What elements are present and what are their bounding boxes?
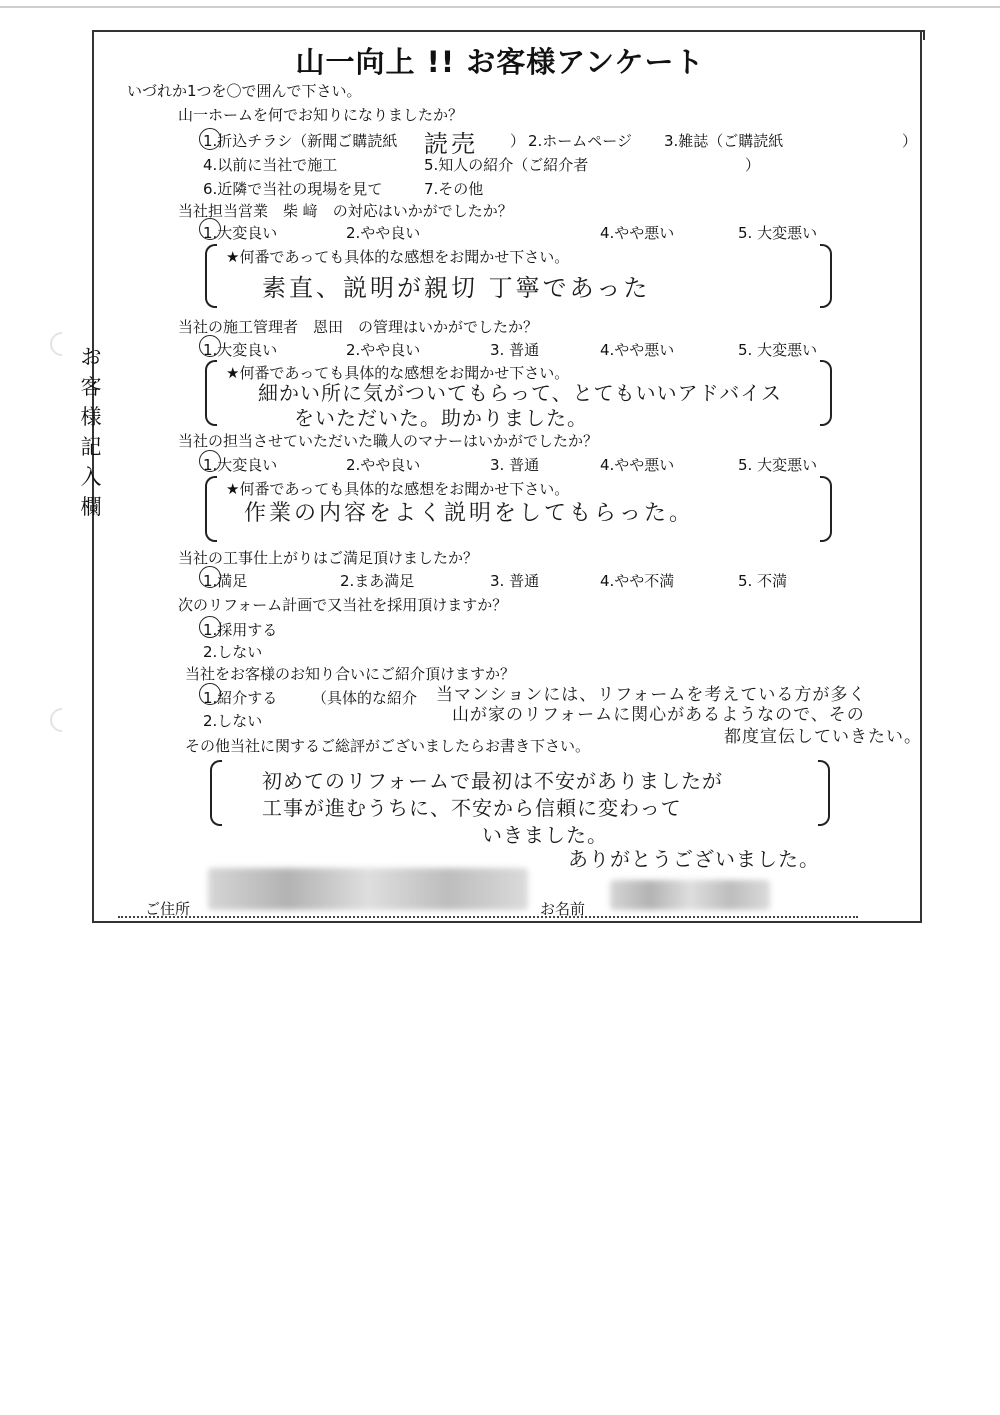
punch-hole-mark <box>45 703 79 737</box>
q3-option-3[interactable]: 3. 普通 <box>490 341 540 359</box>
q1-option-5-close: ） <box>745 156 761 174</box>
q3-prompt: ★何番であっても具体的な感想をお聞かせ下さい。 <box>226 364 570 382</box>
q3-option-2[interactable]: 2.やや良い <box>346 341 421 359</box>
q1-option-6[interactable]: 6.近隣で当社の現場を見て <box>203 180 383 198</box>
q1-option-7[interactable]: 7.その他 <box>424 180 484 198</box>
q8-answer-line-3: いきました。 <box>482 823 608 847</box>
q2-option-2[interactable]: 2.やや良い <box>346 224 421 242</box>
q1-option-5[interactable]: 5.知人の紹介（ご紹介者 <box>424 156 589 174</box>
q2-question: 当社担当営業 柴 﨑 の対応はいかがでしたか？ <box>178 202 513 220</box>
q3-option-5[interactable]: 5. 大変悪い <box>738 341 818 359</box>
q2-comment-answer: 素直、説明が親切 丁寧であった <box>262 274 651 302</box>
instruction: いづれか1つを〇で囲んで下さい。 <box>127 82 362 100</box>
q2-option-4[interactable]: 4.やや悪い <box>600 224 675 242</box>
q2-option-1[interactable]: 1.大変良い <box>203 224 278 242</box>
q4-comment-answer: 作業の内容をよく説明をしてもらった。 <box>244 501 695 526</box>
q1-option-3-close: ） <box>902 132 918 150</box>
redacted-name <box>610 880 770 910</box>
page-title: 山一向上 !! お客様アンケート <box>295 45 705 79</box>
q8-answer-line-4: ありがとうございました。 <box>568 847 820 871</box>
q1-option-1[interactable]: 1.折込チラシ（新聞ご購読紙 <box>203 132 398 150</box>
q3-option-1[interactable]: 1.大変良い <box>203 341 278 359</box>
q6-question: 次のリフォーム計画で又当社を採用頂けますか？ <box>178 596 508 614</box>
q2-prompt: ★何番であっても具体的な感想をお聞かせ下さい。 <box>226 248 570 266</box>
q6-option-2[interactable]: 2.しない <box>203 643 263 661</box>
q3-question: 当社の施工管理者 恩田 の管理はいかがでしたか？ <box>178 318 539 336</box>
comment-bracket-right <box>818 760 830 826</box>
q4-prompt: ★何番であっても具体的な感想をお聞かせ下さい。 <box>226 480 570 498</box>
q7-detail-label: （具体的な紹介 <box>312 689 418 707</box>
q3-option-4[interactable]: 4.やや悪い <box>600 341 675 359</box>
punch-hole-mark <box>45 327 79 361</box>
q7-option-2[interactable]: 2.しない <box>203 712 263 730</box>
signature-dotted-line <box>118 916 858 918</box>
frame-corner-mark <box>915 30 925 40</box>
page-top-edge <box>0 6 1000 8</box>
comment-bracket-left <box>205 476 217 542</box>
q7-answer-line-2: 山が家のリフォームに関心があるようなので、その <box>452 705 865 725</box>
q4-option-3[interactable]: 3. 普通 <box>490 456 540 474</box>
redacted-address <box>208 868 528 910</box>
q1-newspaper-answer: 読売 <box>424 130 478 158</box>
q1-option-1-close: ） <box>510 132 526 150</box>
q5-option-2[interactable]: 2.まあ満足 <box>340 572 415 590</box>
comment-bracket-right <box>820 476 832 542</box>
q4-question: 当社の担当させていただいた職人のマナーはいかがでしたか？ <box>178 432 599 450</box>
comment-bracket-right <box>820 360 832 426</box>
q7-answer-line-3: 都度宣伝していきたい。 <box>724 727 922 747</box>
q1-option-4[interactable]: 4.以前に当社で施工 <box>203 156 338 174</box>
q1-question: 山一ホームを何でお知りになりましたか？ <box>178 106 464 124</box>
q3-comment-answer-line-1: 細かい所に気がついてもらって、とてもいいアドバイス <box>258 381 782 405</box>
q4-option-5[interactable]: 5. 大変悪い <box>738 456 818 474</box>
name-label: お名前 <box>540 900 586 918</box>
q8-answer-line-2: 工事が進むうちに、不安から信頼に変わって <box>262 796 682 820</box>
comment-bracket-right <box>820 244 832 308</box>
comment-bracket-left <box>205 360 217 426</box>
q5-question: 当社の工事仕上がりはご満足頂けましたか？ <box>178 549 479 567</box>
q5-option-5[interactable]: 5. 不満 <box>738 572 788 590</box>
q2-option-5[interactable]: 5. 大変悪い <box>738 224 818 242</box>
q5-option-3[interactable]: 3. 普通 <box>490 572 540 590</box>
q1-option-3[interactable]: 3.雑誌（ご購読紙 <box>664 132 784 150</box>
side-label: お客様記入欄 <box>80 345 102 519</box>
q7-question: 当社をお客様のお知り合いにご紹介頂けますか？ <box>185 665 516 683</box>
comment-bracket-left <box>205 244 217 308</box>
q5-option-1[interactable]: 1.満足 <box>203 572 248 590</box>
q4-option-2[interactable]: 2.やや良い <box>346 456 421 474</box>
q4-option-4[interactable]: 4.やや悪い <box>600 456 675 474</box>
q7-answer-line-1: 当マンションには、リフォームを考えている方が多く <box>436 685 867 705</box>
q3-comment-answer-line-2: をいただいた。助かりました。 <box>294 406 588 430</box>
q5-option-4[interactable]: 4.やや不満 <box>600 572 675 590</box>
q8-question: その他当社に関するご総評がございましたらお書き下さい。 <box>185 737 591 755</box>
q1-option-2[interactable]: 2.ホームページ <box>528 132 633 150</box>
q6-option-1[interactable]: 1.採用する <box>203 621 278 639</box>
q7-option-1[interactable]: 1.紹介する <box>203 689 278 707</box>
q4-option-1[interactable]: 1.大変良い <box>203 456 278 474</box>
q8-answer-line-1: 初めてのリフォームで最初は不安がありましたが <box>262 769 723 793</box>
address-label: ご住所 <box>145 900 191 918</box>
comment-bracket-left <box>210 760 222 826</box>
